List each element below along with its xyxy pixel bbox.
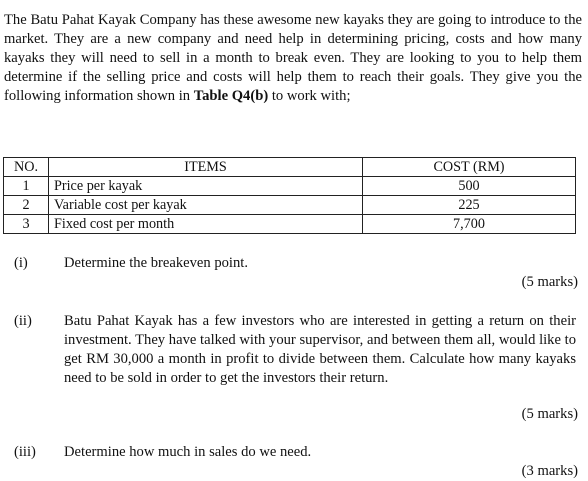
row-item: Price per kayak <box>49 177 363 196</box>
table-row <box>4 177 576 196</box>
row-cost: 7,700 <box>363 215 576 234</box>
table-reference: Table Q4(b) <box>193 88 269 105</box>
question-iii-marks: (3 marks) <box>521 463 578 479</box>
intro-text: The Batu Pahat Kayak Company has these awesome new kayaks they are going to introduce to the market. They are a new company and need help in determining pricing, costs and how many kayaks they will need to sell in a month to break even. They are looking to you to help them determine if the selling price and costs will help them to reach their goals. They give you the following information shown in <box>4 12 582 105</box>
table-header-row <box>4 158 576 177</box>
table-row <box>4 196 576 215</box>
cost-table <box>3 157 576 234</box>
row-item: Fixed cost per month <box>49 215 363 234</box>
intro-suffix: to work with; <box>268 88 351 105</box>
row-number: 1 <box>4 177 49 196</box>
header-cost: COST (RM) <box>363 158 576 177</box>
intro-paragraph <box>4 11 582 106</box>
row-number: 3 <box>4 215 49 234</box>
table-row <box>4 215 576 234</box>
question-text: Batu Pahat Kayak has a few investors who are interested in getting a return on their investment. They have talked with your supervisor, and between them all, would like to get RM 30,000 a month in profit to divide between them. Calculate how many kayaks need to be sold in order to get the investors their return. <box>64 313 576 386</box>
row-cost: 500 <box>363 177 576 196</box>
row-cost: 225 <box>363 196 576 215</box>
question-number: (ii) <box>14 313 32 329</box>
row-number: 2 <box>4 196 49 215</box>
question-ii-marks: (5 marks) <box>521 406 578 422</box>
header-no: NO. <box>4 158 49 177</box>
question-number: (i) <box>14 255 28 271</box>
question-text: Determine how much in sales do we need. <box>64 444 312 460</box>
question-text: Determine the breakeven point. <box>64 255 248 271</box>
row-item: Variable cost per kayak <box>49 196 363 215</box>
question-i-marks: (5 marks) <box>521 274 578 290</box>
header-items: ITEMS <box>49 158 363 177</box>
question-number: (iii) <box>14 444 36 460</box>
